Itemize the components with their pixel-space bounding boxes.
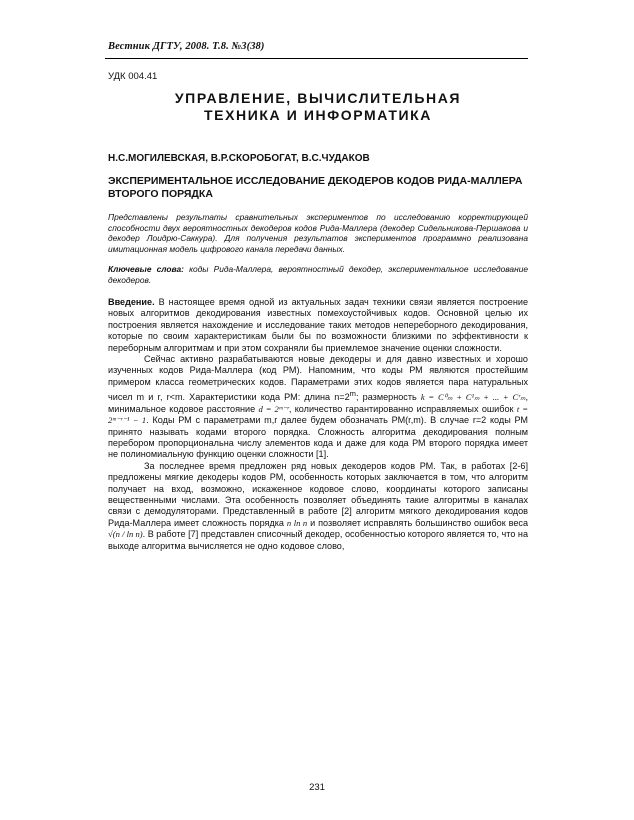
header-rule — [105, 58, 528, 59]
length-exponent: m — [349, 389, 356, 399]
paragraph-3-text-c: . В работе [7] представлен списочный декодер, особенностью которого является то, что на выходе алгоритма вычисляется не одно кодовое слово, — [108, 529, 528, 551]
section-heading-line-2: ТЕХНИКА И ИНФОРМАТИКА — [203, 107, 432, 123]
abstract: Представлены результаты сравнительных экспериментов по исследованию корректирующей способности двух вероятностных декодеров кодов Рида-Маллера (декодер Сидельникова-Першакова и декодер Лоидрю-Саккура). Для получения результатов экспериментов программно реализована имитационная модель цифрового канала передачи данных. — [108, 212, 528, 254]
paragraph-2-text-e: . Коды РМ с параметрами m,r далее будем обозначать РМ(r,m). В случае r=2 коды РМ принято называть кодами второго порядка. Сложность алгоритма декодирования полным перебором пропорциональна числу элементов кода и даже для кода РМ второго порядка имеет не полиномиальную функцию оценки сложности [1]. — [108, 415, 528, 460]
paragraph-introduction — [108, 297, 528, 354]
page-number: 231 — [309, 782, 325, 793]
paragraph-2 — [108, 354, 528, 461]
errors-formula: t = 2ᵐ⁻ʳ⁻¹ − 1 — [108, 403, 529, 426]
authors: Н.С.МОГИЛЕВСКАЯ, В.Р.СКОРОБОГАТ, В.С.ЧУДАКОВ — [108, 153, 370, 164]
paragraph-2-text-a: Сейчас активно разрабатываются новые декодеры и для давно известных и хорошо изученных кодов Рида-Маллера (код РМ). Напомним, что коды РМ являются простейшим примером класса геометрических кодов. Параметрами этих кодов является пара натуральных чисел m и r, r<m. Характеристики кода РМ: длина n=2 — [108, 354, 528, 403]
section-heading — [108, 90, 528, 124]
keywords — [108, 264, 528, 285]
article-body — [108, 297, 528, 552]
keywords-text: коды Рида-Маллера, вероятностный декодер, экспериментальное исследование декодеров. — [108, 264, 529, 285]
keywords-label: Ключевые слова: — [108, 264, 184, 274]
journal-header: Вестник ДГТУ, 2008. Т.8. №3(38) — [108, 41, 265, 52]
paragraph-2-text-b: ; размерность — [356, 392, 417, 403]
weight-formula: √(n / ln n) — [108, 529, 143, 540]
dimension-formula: k = C⁰ₘ + C¹ₘ + ... + Cʳₘ — [420, 392, 526, 403]
paragraph-3-text-b: и позволяет исправлять большинство ошибок веса — [310, 517, 529, 528]
complexity-formula: n ln n — [286, 517, 308, 528]
paragraph-2-text-c: , минимальное кодовое расстояние — [108, 392, 528, 414]
paragraph-1-text: В настоящее время одной из актуальных задач техники связи является построение новых алгоритмов декодирования известных помехоустойчивых кодов. Основной целью их построения является нахождение и исследование таких методов непереборного декодирования, которые по своим характеристикам были бы по возможности близкими по эффективности к переборным алгоритмам и при этом сохраняли бы приемлемое значение оценки сложности. — [108, 297, 528, 353]
paragraph-3 — [108, 461, 528, 552]
article-title: ЭКСПЕРИМЕНТАЛЬНОЕ ИССЛЕДОВАНИЕ ДЕКОДЕРОВ КОДОВ РИДА-МАЛЛЕРА ВТОРОГО ПОРЯДКА — [108, 175, 523, 200]
paragraph-2-text-d: , количество гарантированно исправляемых ошибок — [288, 403, 514, 414]
paragraph-3-text-a: За последнее время предложен ряд новых декодеров кодов РМ. Так, в работах [2-6] предложены мягкие декодеры кодов РМ, особенность которых заключается в том, что алгоритм получает на вход, возможно, искаженное кодовое слово, координаты которого записаны вещественными числами. Эта особенность позволяет объединять такие алгоритмы в каналах связи с демодуляторами. Представленный в работе [2] алгоритм мягкого декодирования кодов Рида-Маллера имеет сложность порядка — [108, 460, 528, 528]
udc-code: УДК 004.41 — [108, 71, 158, 82]
section-heading-line-1: УПРАВЛЕНИЕ, ВЫЧИСЛИТЕЛЬНАЯ — [174, 90, 462, 106]
introduction-lead: Введение. — [108, 297, 155, 307]
distance-formula: d = 2ᵐ⁻ʳ — [258, 403, 289, 414]
